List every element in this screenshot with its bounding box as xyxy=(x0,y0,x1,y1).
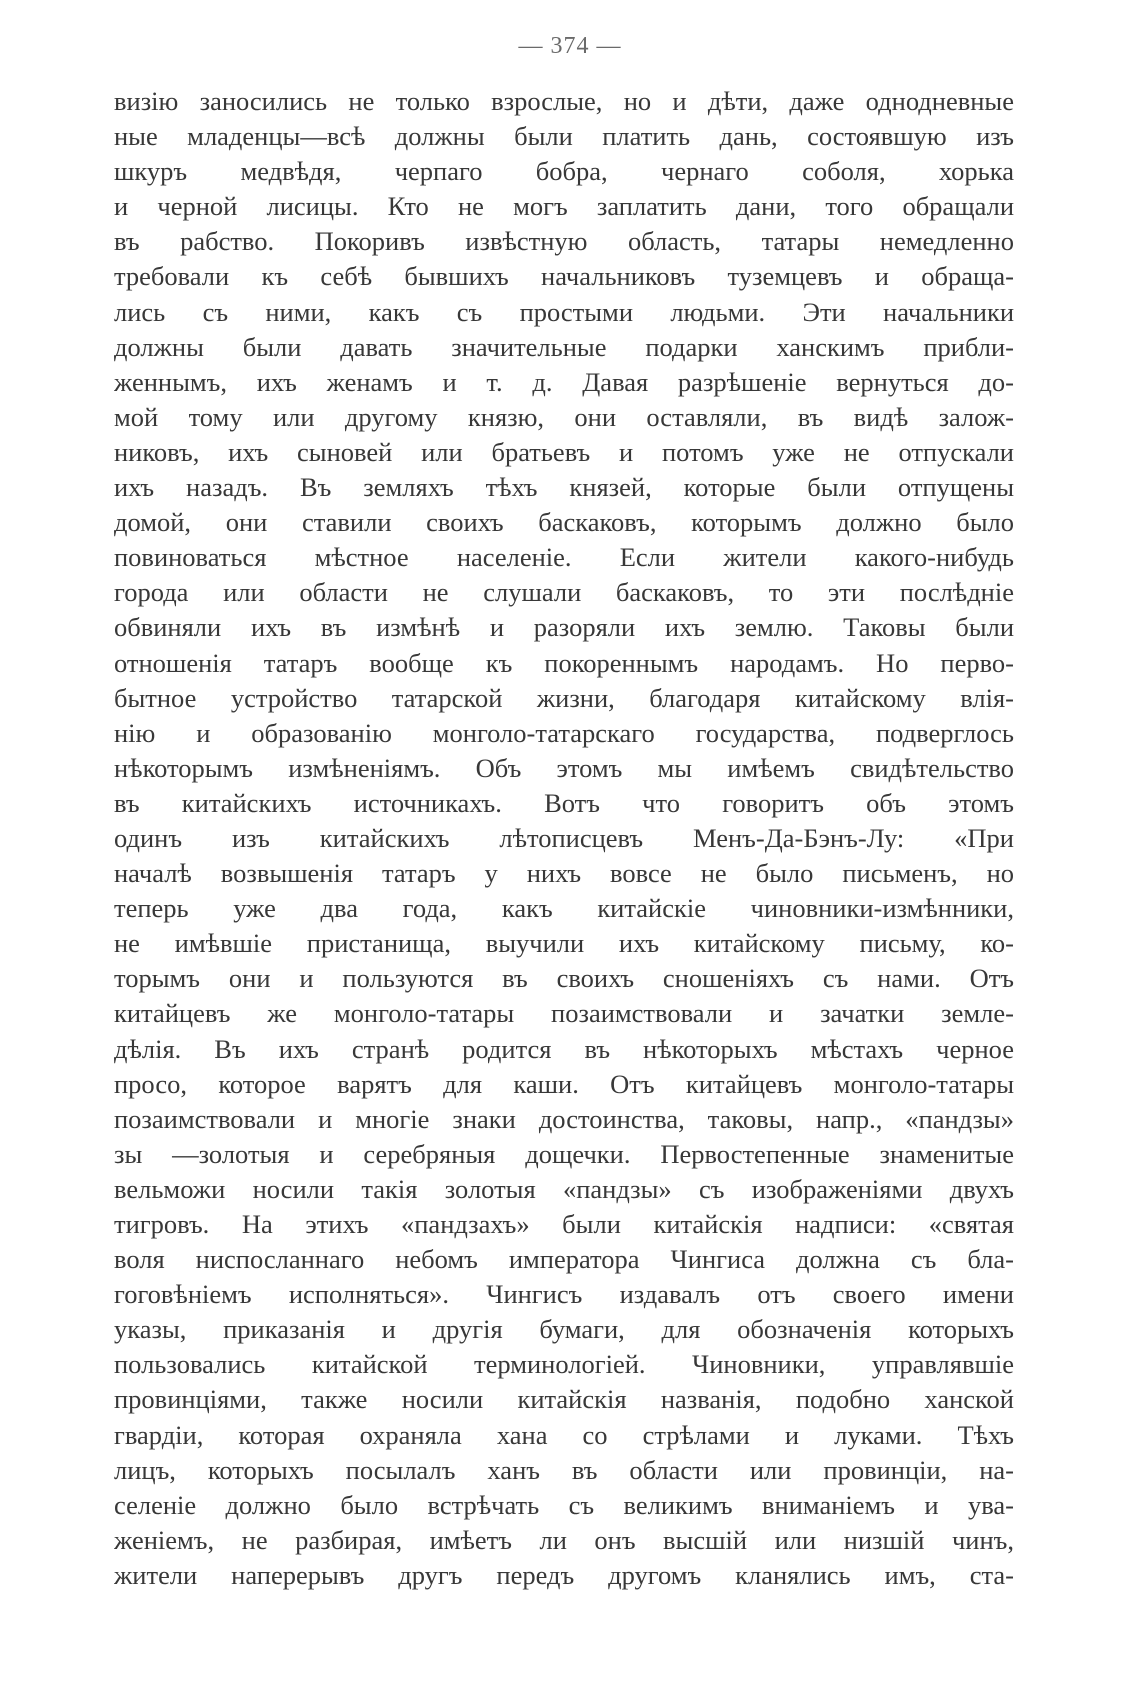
page-number: — 374 — xyxy=(518,33,622,59)
text-line: ихъ назадъ. Въ земляхъ тѣхъ князей, которые были отпущены xyxy=(114,472,1014,503)
text-line: началѣ возвышенія татаръ у нихъ вовсе не было письменъ, но xyxy=(114,858,1014,889)
text-line: обвиняли ихъ въ измѣнѣ и разоряли ихъ землю. Таковы были xyxy=(114,612,1014,643)
text-line: жители наперерывъ другъ передъ другомъ кланялись имъ, ста- xyxy=(114,1559,1014,1590)
text-line: требовали къ себѣ бывшихъ начальниковъ туземцевъ и обраща- xyxy=(114,261,1014,292)
text-line: города или области не слушали баскаковъ, то эти послѣдніе xyxy=(114,577,1014,608)
text-line: нію и образованію монголо-татарскаго государства, подверглось xyxy=(114,717,1014,748)
text-line: китайцевъ же монголо-татары позаимствовали и зачатки земле- xyxy=(114,998,1014,1029)
text-line: воля ниспосланнаго небомъ императора Чингиса должна съ бла- xyxy=(114,1244,1014,1275)
text-line: зы —золотыя и серебряныя дощечки. Первостепенные знаменитые xyxy=(114,1138,1014,1169)
text-line: теперь уже два года, какъ китайскіе чиновники-измѣнники, xyxy=(114,893,1014,924)
text-line: въ рабство. Покоривъ извѣстную область, татары немедленно xyxy=(114,226,1014,257)
text-line: нѣкоторымъ измѣненіямъ. Объ этомъ мы имѣемъ свидѣтельство xyxy=(114,752,1014,783)
text-line: женнымъ, ихъ женамъ и т. д. Давая разрѣшеніе вернуться до- xyxy=(114,366,1014,397)
text-line: бытное устройство татарской жизни, благодаря китайскому влія- xyxy=(114,682,1014,713)
text-line: никовъ, ихъ сыновей или братьевъ и потомъ уже не отпускали xyxy=(114,436,1014,467)
text-line: провинціями, также носили китайскія названія, подобно ханской xyxy=(114,1384,1014,1415)
text-line: позаимствовали и многіе знаки достоинства, таковы, напр., «пандзы» xyxy=(114,1103,1014,1134)
text-line: повиноваться мѣстное населеніе. Если жители какого-нибудь xyxy=(114,542,1014,573)
text-line: не имѣвшіе пристанища, выучили ихъ китайскому письму, ко- xyxy=(114,928,1014,959)
text-line: должны были давать значительные подарки ханскимъ прибли- xyxy=(114,331,1014,362)
body-text xyxy=(114,84,1014,1593)
text-line: указы, приказанія и другія бумаги, для обозначенія которыхъ xyxy=(114,1314,1014,1345)
text-line: тигровъ. На этихъ «пандзахъ» были китайскія надписи: «святая xyxy=(114,1209,1014,1239)
text-line: просо, которое варятъ для каши. Отъ китайцевъ монголо-татары xyxy=(114,1068,1014,1099)
text-line: гоговѣніемъ исполняться». Чингисъ издавалъ отъ своего имени xyxy=(114,1279,1014,1310)
text-line: визію заносились не только взрослые, но и дѣти, даже однодневные xyxy=(114,86,1014,116)
text-line: одинъ изъ китайскихъ лѣтописцевъ Менъ-Да-Бэнъ-Лу: «При xyxy=(114,822,1014,853)
text-line: и черной лисицы. Кто не могъ заплатить дани, того обращали xyxy=(114,191,1014,222)
text-line: ные младенцы—всѣ должны были платить дань, состоявшую изъ xyxy=(114,121,1014,152)
text-line: лись съ ними, какъ съ простыми людьми. Эти начальники xyxy=(114,296,1014,327)
text-line: торымъ они и пользуются въ своихъ сношеніяхъ съ нами. Отъ xyxy=(114,963,1014,994)
text-line: лицъ, которыхъ посылалъ ханъ въ области или провинціи, на- xyxy=(114,1454,1014,1485)
text-line: вельможи носили такія золотыя «пандзы» съ изображеніями двухъ xyxy=(114,1173,1014,1204)
text-line: мой тому или другому князю, они оставляли, въ видѣ залож- xyxy=(114,401,1014,432)
text-line: пользовались китайской терминологіей. Чиновники, управлявшіе xyxy=(114,1349,1014,1380)
text-line: дѣлія. Въ ихъ странѣ родится въ нѣкоторыхъ мѣстахъ черное xyxy=(114,1033,1014,1064)
text-line: отношенія татаръ вообще къ покореннымъ народамъ. Но перво- xyxy=(114,647,1014,678)
text-line: гвардіи, которая охраняла хана со стрѣлами и луками. Тѣхъ xyxy=(114,1419,1014,1450)
text-line: шкуръ медвѣдя, черпаго бобра, чернаго соболя, хорька xyxy=(114,156,1014,187)
text-line: селеніе должно было встрѣчать съ великимъ вниманіемъ и ува- xyxy=(114,1489,1014,1520)
text-line: домой, они ставили своихъ баскаковъ, которымъ должно было xyxy=(114,507,1014,538)
text-line: въ китайскихъ источникахъ. Вотъ что говоритъ объ этомъ xyxy=(114,787,1014,818)
text-line: женіемъ, не разбирая, имѣетъ ли онъ высшій или низшій чинъ, xyxy=(114,1524,1014,1555)
